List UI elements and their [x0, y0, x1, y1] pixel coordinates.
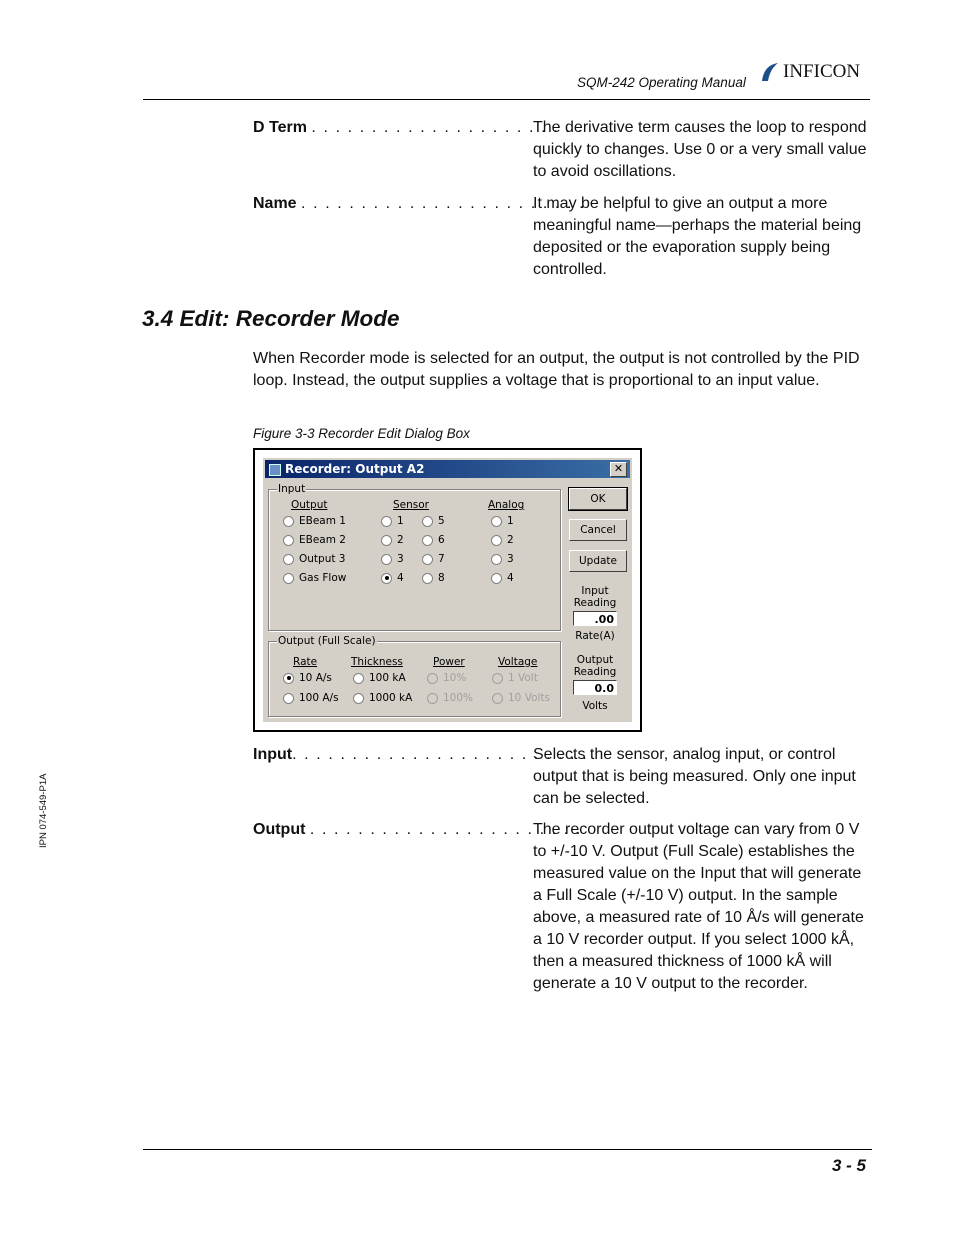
output-reading-field: 0.0: [573, 680, 617, 695]
radio-thickness-1000[interactable]: 1000 kA: [353, 692, 412, 704]
radio-sensor-7[interactable]: 7: [422, 553, 445, 565]
radio-sensor-4[interactable]: 4: [381, 572, 404, 584]
radio-sensor-1[interactable]: 1: [381, 515, 404, 527]
def-output: The recorder output voltage can vary from 0 V to +/-10 V. Output (Full Scale) establishes the measured value on the Input that will generate a Full Scale (+/-10 V) output. In the sample above, a measured rate of 10 Å/s will generate a 10 V recorder output. If you select 1000 kÅ, then a measured thickness of 1000 kÅ will generate a 10 V output to the recorder.: [533, 821, 864, 992]
radio-analog-1[interactable]: 1: [491, 515, 514, 527]
radio-output-3[interactable]: Output 3: [283, 553, 346, 565]
radio-rate-10[interactable]: 10 A/s: [283, 672, 332, 684]
recorder-dialog: [263, 458, 632, 722]
radio-sensor-8[interactable]: 8: [422, 572, 445, 584]
update-button[interactable]: Update: [569, 550, 627, 572]
radio-sensor-3[interactable]: 3: [381, 553, 404, 565]
app-icon: [269, 464, 281, 476]
radio-sensor-6[interactable]: 6: [422, 534, 445, 546]
input-unit: Rate(A): [575, 630, 615, 642]
side-document-number: IPN 074-549-P1A: [38, 773, 49, 848]
section-intro: When Recorder mode is selected for an output, the output is not controlled by the PID loop. Instead, the output supplies a voltage that is proportional to an input value.: [253, 350, 860, 389]
col-analog: Analog: [488, 499, 525, 511]
output-reading-label: Output Reading: [573, 654, 617, 678]
def-name: It may be helpful to give an output a more meaningful name—perhaps the material being deposited or the evaporation supply being controlled.: [533, 195, 862, 278]
output-group-label: Output (Full Scale): [278, 635, 376, 647]
col-rate: Rate: [293, 656, 318, 668]
logo-mark-icon: [760, 61, 780, 83]
figure-frame: [253, 448, 642, 732]
term-name: Name . . . . . . . . . . . . . . . . . . . . . . . .: [253, 195, 586, 212]
radio-sensor-5[interactable]: 5: [422, 515, 445, 527]
radio-output-ebeam1[interactable]: EBeam 1: [283, 515, 346, 527]
dialog-titlebar: [265, 460, 630, 478]
dialog-title: Recorder: Output A2: [285, 462, 425, 476]
close-icon[interactable]: ✕: [610, 462, 627, 477]
term-d-term: D Term . . . . . . . . . . . . . . . . . . . . . . .: [253, 119, 584, 136]
radio-rate-100[interactable]: 100 A/s: [283, 692, 339, 704]
header-rule: [143, 99, 870, 100]
radio-analog-3[interactable]: 3: [491, 553, 514, 565]
radio-voltage-10: 10 Volts: [492, 692, 550, 704]
inficon-logo: [760, 60, 860, 84]
radio-voltage-1: 1 Volt: [492, 672, 538, 684]
section-title: 3.4 Edit: Recorder Mode: [142, 306, 400, 331]
term-output: Output . . . . . . . . . . . . . . . . . . . . . . .: [253, 821, 582, 838]
col-voltage: Voltage: [498, 656, 538, 668]
input-reading-label: Input Reading: [573, 585, 617, 609]
logo-text: INFICON: [783, 61, 861, 82]
col-thickness: Thickness: [351, 656, 403, 668]
footer-rule: [143, 1149, 872, 1150]
input-group-label: Input: [278, 483, 306, 495]
radio-power-100: 100%: [427, 692, 473, 704]
cancel-button[interactable]: Cancel: [569, 519, 627, 541]
radio-analog-2[interactable]: 2: [491, 534, 514, 546]
input-reading-field: .00: [573, 611, 617, 626]
manual-title: SQM-242 Operating Manual: [577, 75, 746, 90]
radio-sensor-2[interactable]: 2: [381, 534, 404, 546]
page-number: 3 - 5: [831, 1156, 866, 1175]
def-input: Selects the sensor, analog input, or control output that is being measured. Only one input can be selected.: [533, 746, 856, 807]
col-power: Power: [433, 656, 465, 668]
radio-output-gasflow[interactable]: Gas Flow: [283, 572, 346, 584]
radio-thickness-100[interactable]: 100 kA: [353, 672, 406, 684]
radio-analog-4[interactable]: 4: [491, 572, 514, 584]
term-input: Input. . . . . . . . . . . . . . . . . . . . . . . . .: [253, 746, 589, 763]
radio-power-10: 10%: [427, 672, 466, 684]
col-output: Output: [291, 499, 328, 511]
figure-caption: Figure 3-3 Recorder Edit Dialog Box: [253, 426, 470, 441]
output-unit: Volts: [582, 700, 608, 712]
radio-output-ebeam2[interactable]: EBeam 2: [283, 534, 346, 546]
ok-button[interactable]: OK: [569, 488, 627, 510]
col-sensor: Sensor: [393, 499, 429, 511]
def-d-term: The derivative term causes the loop to respond quickly to changes. Use 0 or a very small value to avoid oscillations.: [533, 119, 867, 180]
